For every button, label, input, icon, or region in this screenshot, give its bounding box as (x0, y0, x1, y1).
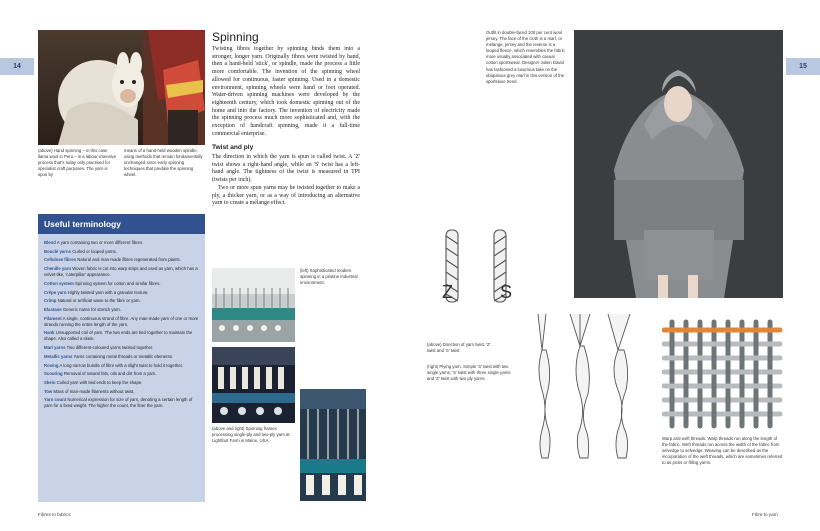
twist-caption: (above) Direction of yarn twist. 'Z' twist and 'S' twist (427, 342, 491, 354)
industrial-spinning-photo (212, 268, 295, 342)
footer-right: Fibre to yarn (752, 512, 778, 517)
outfit-caption: Outfit in double-faced 100 per cent wool jersey. The face of the cloth is a marl, or mélange, jersey and the reverse is a looped fleece, which resembles the fabric more usually associated with casual cotton sportswear. Designer Julien David has fashioned a luxurious take on the ubiquitous grey marl in this version of the sportsluxe trend. (486, 30, 565, 84)
terminology-list (38, 234, 205, 418)
spinning-title: Spinning (212, 30, 259, 44)
term-item: Skein Coiled yarn with tied ends to keep the shape. (44, 379, 143, 385)
term-item: Chenille yarn Woven fabric is cut into warp strips and used as yarn, which has a velvet-like, 'caterpillar' appearance. (44, 266, 198, 278)
footer-left: Fibres to fabrics (38, 512, 71, 517)
term-item: Scouring Removal of natural fats, oils and dirt from a yarn. (44, 371, 157, 377)
term-item: Roving A long narrow bundle of fibre with a slight twist to hold it together. (44, 362, 184, 368)
term-item: Elastane Generic name for stretch yarn. (44, 306, 121, 312)
weave-caption: Warp and weft threads. Warp threads run along the length of the fabric. Weft threads run across the width of the fabric from selvedge to selvedge. Weaving can be described as the incorporation of the weft threads, which are sometimes referred to as picks or filling yarns. (662, 436, 783, 466)
term-item: Crimp Natural or artificial wave to the fibre or yarn. (44, 298, 141, 304)
term-item: Filament A single, continuous strand of fibre. Any man-made yarn of one or more strands running the entire length of the yarn. (44, 315, 199, 327)
term-item: Cellulose fibres Natural and man-made fibres regenerated from plants. (44, 257, 181, 263)
twist-body (212, 154, 360, 208)
twist-heading: Twist and ply (212, 144, 254, 151)
spinning-body (212, 46, 360, 138)
left-page-number: 14 (0, 58, 34, 75)
ply-caption: (right) Plying yarn. Simple 'S' twist with two single yarns; 'S' twist with three single yarns and 'Z' twist with two ply yarns. (427, 364, 511, 382)
s-twist-label: S (500, 282, 513, 302)
llama-caption-col2: means of a hand-held wooden spindle, using methods that remain fundamentally unchanged since early spinning techniques that predate the spinning wheel. (124, 148, 203, 178)
terminology-box (38, 214, 205, 502)
llama-caption-col1: (above) Hand spinning – in this case llama wool in Peru – is a labour-intensive process that's today only practised for specialist craft purposes. The yarn is spun by (38, 148, 117, 178)
z-twist-label: Z (442, 282, 453, 302)
plying-yarn-diagram (526, 310, 634, 460)
llama-spinning-photo (38, 30, 205, 145)
term-item: Crêpe yarn Highly twisted yarn with a granular texture. (44, 289, 149, 295)
term-item: Marl yarns Two different-coloured yarns twisted together. (44, 345, 154, 351)
right-page-number: 15 (786, 58, 820, 75)
term-item: Bouclé yarns Curled or looped yarns. (44, 248, 117, 254)
terminology-heading: Useful terminology (38, 214, 205, 234)
term-item: Yarn count Numerical expression for size of yarn, denoting a certain length of yarn for a fixed weight. The higher the count, the finer the yarn. (44, 397, 193, 409)
spinning-frame-photo-2 (300, 389, 366, 501)
frames-caption: (above and right) Spinning frames processing single-ply and two-ply yarn at Lightfoot Farm in Maine, USA. (212, 426, 290, 444)
twist-paragraph-2: Two or more spun yarns may be twisted together to make a ply, a thicker yarn, or as a way of introducing an alternative yarn to create a mélange effect. (212, 184, 360, 207)
warp-weft-weave-diagram (662, 314, 784, 432)
spinning-frame-photo-1 (212, 347, 295, 423)
industrial-caption: (left) Sophisticated modern spinning in a pristine industrial environment. (300, 268, 358, 286)
term-item: Blend A yarn containing two or more different fibres. (44, 240, 144, 245)
term-item: Hank Unsupported coil of yarn. The two ends are tied together to maintain the shape. Also called a skein. (44, 330, 193, 342)
term-item: Metallic yarns Yarns containing metal threads or metallic elements. (44, 353, 174, 359)
grey-jersey-outfit-photo (574, 30, 783, 298)
twist-paragraph-1: The direction in which the yarn is spun is called twist. A 'Z' twist shows a right-hand angle, while an 'S' twist has a left-hand angle. The tightness of the twist is measured in TPI (twists per inch). (212, 154, 360, 184)
term-item: Tow Mass of man-made filaments without twist. (44, 388, 135, 394)
term-item: Cotton system Spinning system for cotton and similar fibres. (44, 280, 161, 286)
spinning-paragraph: Twisting fibres together by spinning binds them into a stronger, longer yarn. Originally fibres were twisted by hand, then a hand-held 'stick', or spindle, made the process a little more comfortable. The invention of the spinning wheel allowed for continuous, faster spinning. Used in a domestic environment, spinning wheels were hand or foot operated. Water-driven spinning machines were developed by the eighteenth century, which took domestic spinning out of the home and into the factory. The invention of electricity made the spinning process much more sophisticated and, with the exception of handcraft spinning, made it a full-time commercial enterprise. (212, 46, 360, 137)
